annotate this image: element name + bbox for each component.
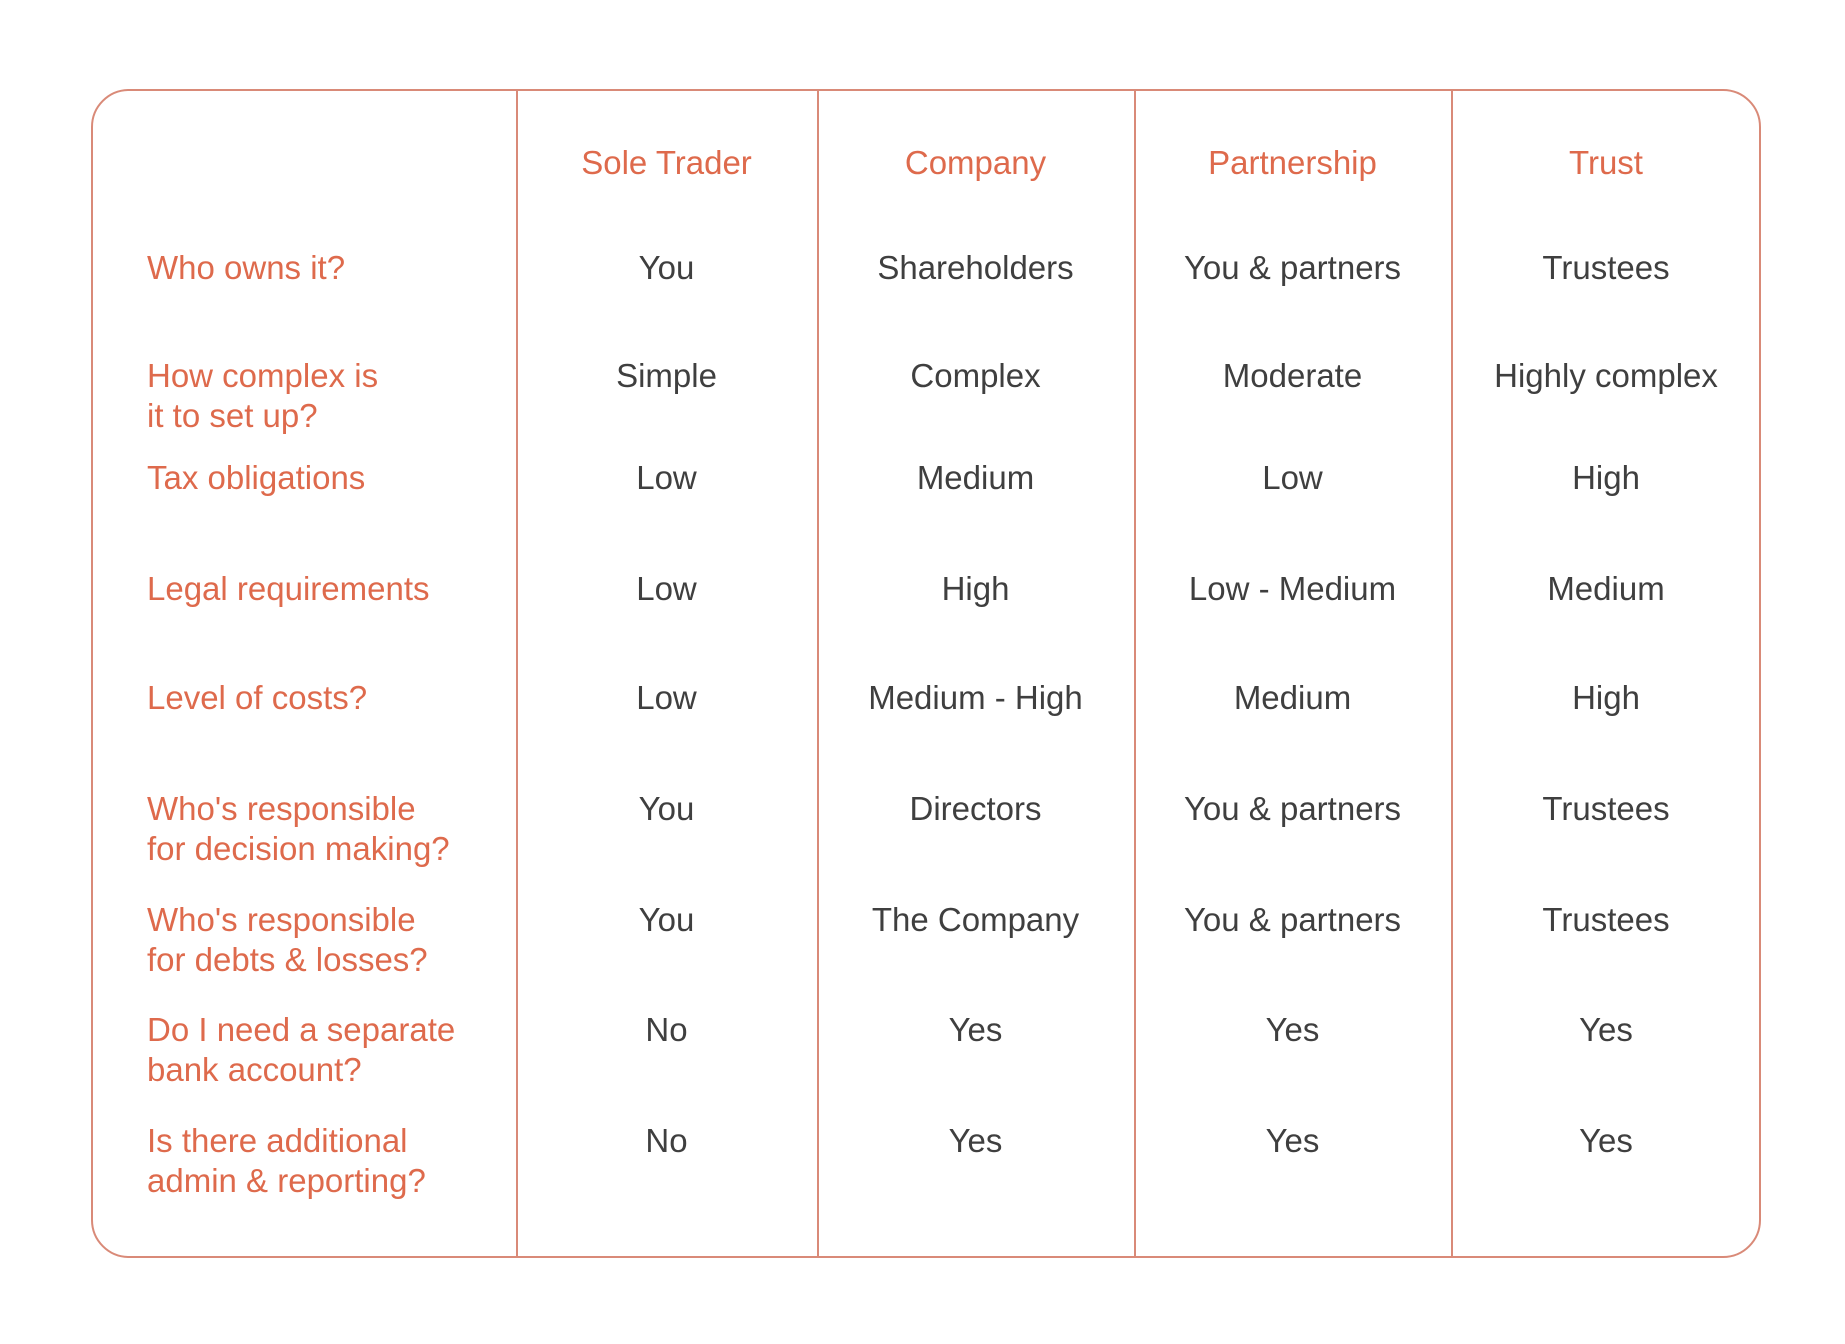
table-cell: Medium — [916, 459, 1035, 496]
table-cell: High — [941, 570, 1010, 607]
row-label: How complex is it to set up? — [147, 357, 379, 434]
table-cell: High — [1572, 459, 1640, 496]
row-label: Who owns it? — [147, 249, 346, 286]
table-cell: You & partners — [1183, 901, 1402, 938]
table-cell: Low — [636, 570, 697, 607]
table-cell: Yes — [1265, 1011, 1320, 1048]
column-header-company: Company — [904, 144, 1047, 181]
table-cell: Low - Medium — [1188, 570, 1397, 607]
column-header-trust: Trust — [1569, 144, 1643, 181]
table-cell: Low — [1262, 459, 1323, 496]
table-cell: You & partners — [1183, 790, 1402, 827]
table-cell: Moderate — [1222, 357, 1363, 394]
table-cell: No — [645, 1011, 688, 1048]
table-cell: Yes — [1579, 1011, 1633, 1048]
table-cell: Complex — [910, 357, 1041, 394]
table-cell: Simple — [616, 357, 717, 394]
table-cell: High — [1572, 679, 1640, 716]
table-cell: Shareholders — [877, 249, 1074, 286]
table-cell: No — [645, 1122, 688, 1159]
column-header-sole-trader: Sole Trader — [581, 144, 752, 181]
table-cell: Trustees — [1542, 249, 1670, 286]
table-cell: Low — [636, 459, 697, 496]
table-cell: Yes — [1265, 1122, 1320, 1159]
row-label: Do I need a separate bank account? — [147, 1011, 456, 1088]
table-cell: You — [638, 249, 695, 286]
table-cell: Yes — [948, 1011, 1003, 1048]
table-cell: Medium — [1233, 679, 1352, 716]
table-cell: Highly complex — [1494, 357, 1718, 394]
table-cell: You — [638, 901, 695, 938]
table-cell: Medium - High — [868, 679, 1083, 716]
table-cell: Trustees — [1542, 790, 1670, 827]
table-cell: Medium — [1547, 570, 1665, 607]
row-label: Who's responsible for debts & losses? — [147, 901, 428, 978]
table-cell: Directors — [909, 790, 1042, 827]
table-cell: Trustees — [1542, 901, 1670, 938]
row-label: Is there additional admin & reporting? — [147, 1122, 426, 1199]
table-cell: Yes — [1579, 1122, 1633, 1159]
table-cell: The Company — [871, 901, 1080, 938]
table-cell: You & partners — [1183, 249, 1402, 286]
row-label: Tax obligations — [147, 459, 366, 496]
comparison-table — [91, 89, 1761, 1258]
table-cell: Low — [636, 679, 697, 716]
row-label: Who's responsible for decision making? — [147, 790, 450, 867]
table-cell: You — [638, 790, 695, 827]
row-label: Level of costs? — [147, 679, 368, 716]
column-header-partnership: Partnership — [1208, 144, 1377, 181]
row-label: Legal requirements — [147, 570, 430, 607]
table-cell: Yes — [948, 1122, 1003, 1159]
